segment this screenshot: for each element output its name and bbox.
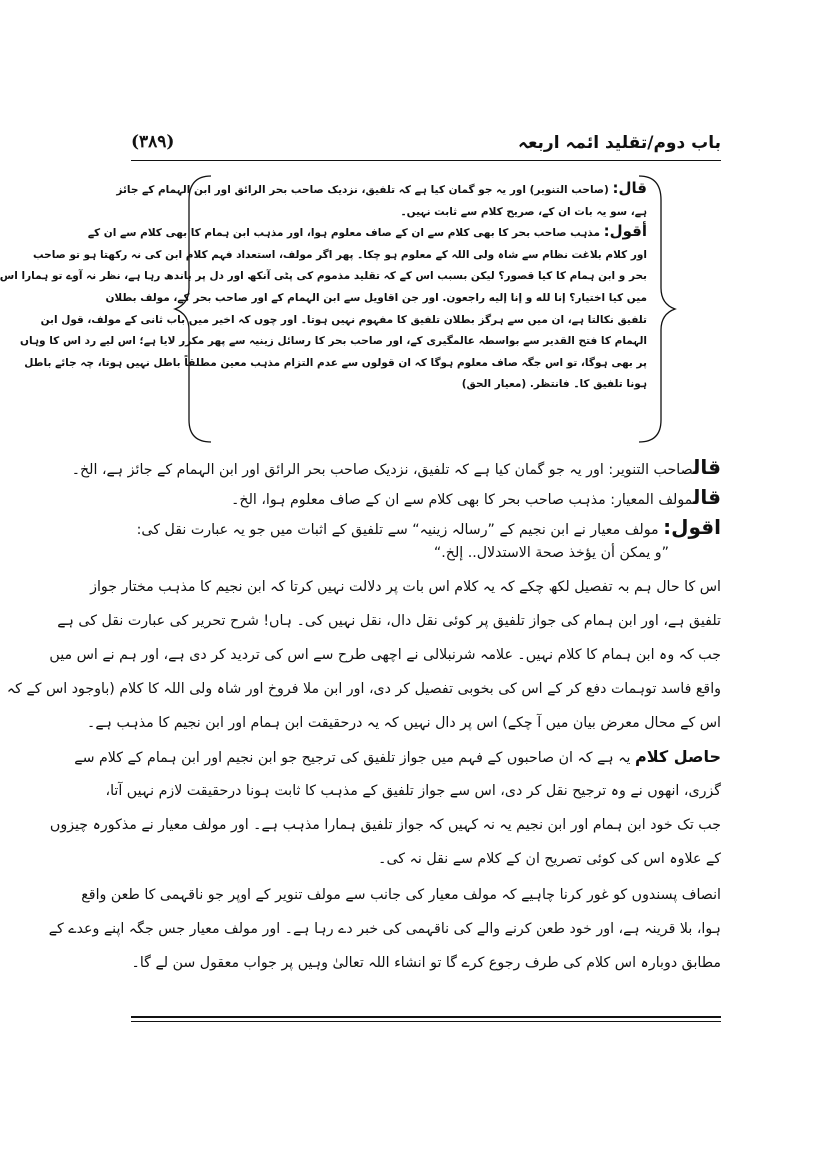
quote-line: میں کیا اختیار؟ إنا لله و إنا إليه راجعون. اور جن اقاویل سے ابن الہمام کے اور صاحب بحر کے، مولف بطلان	[105, 291, 647, 304]
body-line: ہوا، بلا قرینہ ہے، اور خود طعن کرنے والے کی ناقہمی کی خبر دے رہا ہے۔ اور مولف معیار جس جگہ اپنے وعدے کے	[48, 921, 721, 937]
page-header	[131, 132, 721, 162]
footer-rule	[131, 1016, 721, 1018]
body-line: جب تک خود ابن ہمام اور ابن نجیم یہ نہ کہیں کہ جواز تلفیق ہمارا مذہب ہے۔ اور مولف معیار نے مذکورہ چیزوں	[49, 817, 721, 833]
page-number: (۳۸۹)	[131, 132, 175, 152]
body-line: اس کے محال معرض بیان میں آ چکے) اس پر دال نہیں کہ یہ درحقیقت ابن ہمام اور ابن نجیم کا مذہب ہے۔	[87, 715, 721, 731]
body-line: واقع فاسد توہمات دفع کر کے اس کی بخوبی تفصیل کر دی، اور ابن ملا فروخ اور شاہ ولی اللہ کا کلام (باوجود اس کے کہ	[6, 681, 721, 697]
quote-line: الہمام کا فتح القدیر سے بواسطہ عالمگیری کے، اور صاحب بحر کا رسائل زینیہ سے پھر مکرر لایا ہے؛ اس لیے رد اس کا وہاں	[20, 335, 647, 348]
body-line-hasil-kalam: حاصل کلام یہ ہے کہ ان صاحبوں کے فہم میں جواز تلفیق کی ترجیح جو ابن نجیم اور ابن ہمام کے کلام سے	[74, 747, 721, 766]
line-lead: قال	[692, 455, 721, 479]
body-line: اس کا حال ہم بہ تفصیل لکھ چکے کہ یہ کلام اس بات پر دلالت نہیں کرتا کہ ابن نجیم کا مذہب مختار جواز	[90, 579, 721, 595]
quote-line: پر بھی ہوگا، تو اس جگہ صاف معلوم ہوگا کہ ان قولوں سے عدم التزام مذہب معین مطلقاً باطل نہیں ہوتا، چہ جائے باطل	[24, 356, 647, 369]
body-line: مطابق دوبارہ اس کلام کی طرف رجوع کرے گا تو انشاء اللہ تعالیٰ وہیں پر جواب معقول سن لے گا۔	[131, 955, 721, 971]
body-line: کے علاوہ اس کی کوئی تصریح ان کے کلام سے نقل نہ کی۔	[378, 851, 721, 867]
quote-line: اور کلام بلاغت نظام سے شاہ ولی اللہ کے معلوم ہو چکا۔ پھر اگر مولف، استعداد فہم کلام ابن کی نہ رکھتا ہو تو صاحب	[33, 248, 647, 261]
quote-line: قال: (صاحب التنویر) اور یہ جو گمان کیا ہے کہ تلفیق، نزدیک صاحب بحر الرائق اور ابن الہمام کے جائز	[116, 179, 647, 197]
line-lead: اقول:	[663, 515, 721, 539]
body-line-qal-miyar: قالمولف المعیار: مذہب صاحب بحر کا بھی کلام سے ان کے صاف معلوم ہوا، الخ۔	[231, 485, 721, 509]
quote-lead: قال:	[612, 179, 647, 197]
body-line: جب کہ وہ ابن ہمام کا کلام نہیں۔ علامہ شرنبلالی نے اچھی طرح سے اس کی تردید کر دی ہے، اور ہم نے اس میں	[49, 647, 721, 663]
quote-line: ہے، سو یہ بات ان کے، صریح کلام سے ثابت نہیں۔	[400, 205, 647, 218]
running-title: باب دوم/تقلید ائمہ اربعہ	[517, 133, 721, 153]
body-line: انصاف پسندوں کو غور کرنا چاہیے کہ مولف معیار کی جانب سے مولف تنویر کے اوپر جو ناقہمی کا طعن واقع	[81, 887, 721, 903]
body-line: تلفیق ہے، اور ابن ہمام کی جواز تلفیق پر کوئی نقل دال، نقل نہیں کی۔ ہاں! شرح تحریر کی عبارت نقل کی ہے	[57, 613, 721, 629]
header-rule	[131, 160, 721, 161]
quote-lead: أقول:	[603, 222, 647, 241]
line-lead: حاصل کلام	[634, 747, 721, 766]
quote-line: تلفیق نکالتا ہے، ان میں سے ہرگز بطلان تلفیق کا مفہوم نہیں ہوتا۔ اور چوں کہ اخیر میں باب ثانی کے مولف، قول ابن	[40, 313, 647, 326]
arabic-quote-line: ”و يمكن أن يؤخذ صحة الاستدلال.. إلخ.“	[433, 545, 669, 561]
line-lead: قال	[692, 485, 721, 509]
body-line-qal-tanwir: قالصاحب التنویر: اور یہ جو گمان کیا ہے کہ تلفیق، نزدیک صاحب بحر الرائق اور ابن الہمام کے جائز ہے، الخ۔	[71, 455, 721, 479]
quote-line: بحر و ابن ہمام کا کیا قصور؟ لیکن بسبب اس کے کہ تقلید مذموم کی پٹی آنکھ اور دل پر باندھ رہا ہے، نظر نہ آوے تو ہمارا اس	[0, 270, 647, 283]
body-line: گزری، انھوں نے وہ ترجیح نقل کر دی، اس سے جواز تلفیق کے مذہب کا ثابت ہونا درحقیقت لازم نہیں آتا،	[105, 783, 721, 799]
quote-line: ہونا تلفیق کا۔ فانتظر. (معیار الحق)	[461, 378, 647, 391]
footer-rule	[131, 1021, 721, 1022]
quote-lines	[0, 178, 647, 394]
body-line-aqul: اقول: مولف معیار نے ابن نجیم کے ”رسالہ زینیہ“ سے تلفیق کے اثبات میں جو یہ عبارت نقل کی:	[136, 515, 721, 539]
quoted-passage-box	[0, 170, 679, 448]
quote-line: أقول: مذہب صاحب بحر کا بھی کلام سے ان کے صاف معلوم ہوا، اور مذہب ابن ہمام کا بھی کلام سے ان کے	[87, 222, 647, 241]
